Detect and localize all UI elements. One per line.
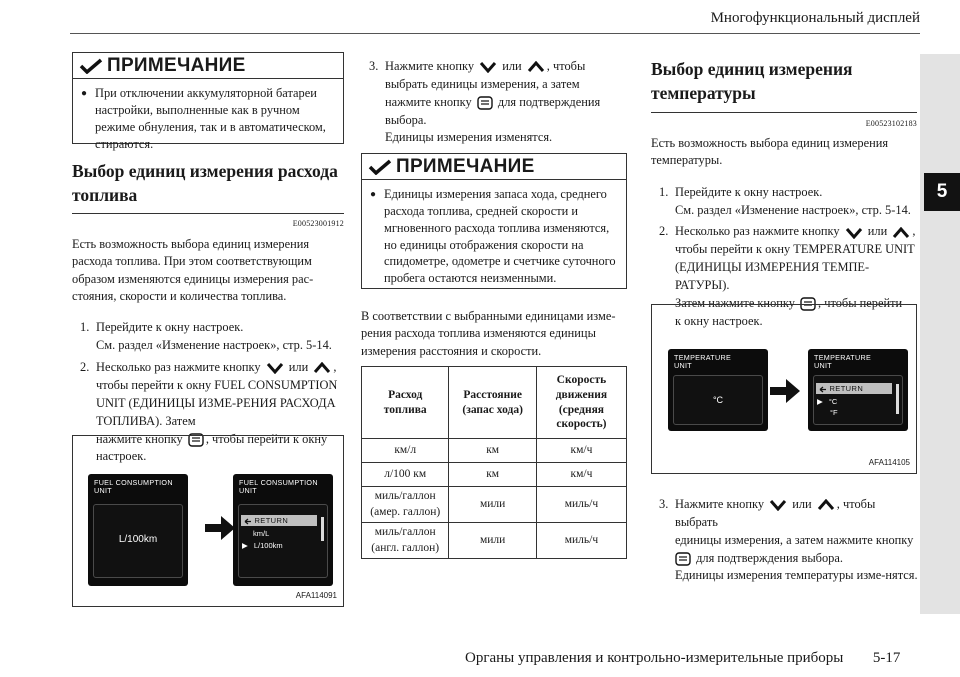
table-header-cell: Скорость движения (средняя скорость) bbox=[536, 367, 626, 439]
return-item[interactable]: RETURN bbox=[241, 515, 317, 526]
section-title: Выбор единиц измерения температуры bbox=[651, 59, 853, 103]
option-km-l[interactable]: km/L bbox=[253, 529, 270, 538]
step-3-fuel: 3. Нажмите кнопку или , чтобы выбрать единицы измерения, а затем нажмите кнопку для подтверждения выбора. Единицы измерения изменятся. bbox=[369, 59, 601, 145]
option-l-100km[interactable]: ▶ L/100km bbox=[242, 541, 283, 550]
display-button-icon bbox=[675, 552, 691, 566]
section-rule bbox=[651, 112, 917, 113]
chapter-tab[interactable]: 5 bbox=[924, 173, 960, 211]
page-header-title: Многофункциональный дисплей bbox=[710, 10, 920, 26]
table-cell: км bbox=[449, 463, 536, 487]
table-row bbox=[362, 463, 627, 487]
table-row bbox=[362, 439, 627, 463]
chevron-up-icon bbox=[527, 61, 545, 73]
chevron-up-icon bbox=[313, 362, 331, 374]
units-paragraph: В соответствии с выбранными единицами изме-рения расхода топлива изменяются единицы измерения расстояния и скорости. bbox=[361, 309, 616, 358]
screen-title: FUEL CONSUMPTION UNIT bbox=[94, 478, 173, 496]
note-box-units bbox=[361, 153, 627, 289]
header-rule bbox=[70, 33, 920, 34]
screen-temp-options bbox=[808, 349, 908, 431]
table-cell: мили bbox=[449, 487, 536, 523]
note-text: Единицы измерения запаса хода, среднего расхода топлива, средней скорости и мгновенного расхода топлива изменяются, но единицы отображения скорости на спидометре, одометре и счетчике суточного пробега остаются неизменными. bbox=[384, 187, 616, 286]
step-1: 1. Перейдите к окну настроек. См. раздел «Изменение настроек», стр. 5-14. bbox=[80, 320, 332, 353]
chevron-down-icon bbox=[479, 61, 497, 73]
table-cell: миль/ч bbox=[536, 487, 626, 523]
screen-temp-current bbox=[668, 349, 768, 431]
screen-fuel-current bbox=[88, 474, 188, 586]
table-cell: км bbox=[449, 439, 536, 463]
table-header-cell: Расход топлива bbox=[362, 367, 449, 439]
step-2: 2. Несколько раз нажмите кнопку или , чтобы перейти к окну TEMPERATURE UNIT (ЕДИНИЦЫ ИЗМЕРЕНИЯ ТЕМПЕ-РАТУРЫ). Затем нажмите кнопку , чтобы перейти к окну настроек. bbox=[659, 224, 916, 328]
return-icon bbox=[819, 386, 827, 393]
figure-code: AFA114105 bbox=[868, 458, 910, 468]
note-header bbox=[362, 154, 626, 180]
chevron-up-icon bbox=[817, 499, 835, 511]
table-cell: км/ч bbox=[536, 463, 626, 487]
footer-section: Органы управления и контрольно-измерительные приборы bbox=[465, 650, 844, 666]
return-icon bbox=[244, 518, 252, 525]
note-heading: ПРИМЕЧАНИЕ bbox=[396, 155, 535, 177]
figure-code: AFA114091 bbox=[295, 591, 337, 601]
section-temperature-units bbox=[651, 58, 917, 331]
scrollbar bbox=[896, 384, 899, 414]
bullet-icon: ● bbox=[370, 189, 377, 200]
section-rule bbox=[72, 213, 344, 214]
table-header-cell: Расстояние (запас хода) bbox=[449, 367, 536, 439]
page-number: 5-17 bbox=[872, 650, 901, 666]
screen-title: FUEL CONSUMPTION UNIT bbox=[239, 478, 318, 496]
table-cell: миль/галлон (амер. галлон) bbox=[362, 487, 449, 523]
table-cell: миль/галлон (англ. галлон) bbox=[362, 523, 449, 559]
section-intro: Есть возможность выбора единиц измерения температуры. bbox=[651, 135, 889, 168]
section-title: Выбор единиц измерения расхода топлива bbox=[72, 161, 338, 205]
table-cell: миль/ч bbox=[536, 523, 626, 559]
screen-value: L/100km bbox=[118, 534, 158, 545]
step-2: 2. Несколько раз нажмите кнопку или , чтобы перейти к окну FUEL CONSUMPTION UNIT (ЕДИНИЦЫ ИЗМЕ-РЕНИЯ РАСХОДА ТОПЛИВА). Затем нажмите кнопку , чтобы перейти к окну настроек. bbox=[80, 360, 338, 464]
table-cell: л/100 км bbox=[362, 463, 449, 487]
check-icon bbox=[79, 58, 103, 74]
chevron-down-icon bbox=[845, 227, 863, 239]
option-fahrenheit[interactable]: °F bbox=[830, 408, 838, 417]
table-cell: мили bbox=[449, 523, 536, 559]
scrollbar bbox=[321, 517, 324, 541]
step-3-temperature: 3. Нажмите кнопку или , чтобы выбрать единицы измерения, а затем нажмите кнопку для подтверждения выбора. Единицы измерения температуры изме-нятся. bbox=[659, 497, 918, 583]
section-intro: Есть возможность выбора единиц измерения расхода топлива. При этом соответствующим образом изменяются единицы измерения рас-стояния, скорости и количества топлива. bbox=[72, 236, 314, 304]
screen-fuel-options bbox=[233, 474, 333, 586]
bullet-icon: ● bbox=[81, 88, 88, 99]
table-cell: км/ч bbox=[536, 439, 626, 463]
table-row bbox=[362, 523, 627, 559]
option-celsius[interactable]: ▶ °C bbox=[817, 397, 838, 406]
screen-title: TEMPERATURE UNIT bbox=[674, 353, 732, 371]
arrow-right-icon bbox=[205, 516, 235, 540]
page-footer bbox=[465, 648, 900, 668]
chevron-down-icon bbox=[769, 499, 787, 511]
display-button-icon bbox=[477, 96, 493, 110]
check-icon bbox=[368, 159, 392, 175]
screen-value: °C bbox=[712, 395, 724, 405]
section-code: E00523001912 bbox=[292, 219, 344, 229]
section-fuel-units bbox=[72, 160, 344, 466]
section-code: E00523102183 bbox=[865, 119, 917, 129]
note-header bbox=[73, 53, 343, 79]
chevron-up-icon bbox=[892, 227, 910, 239]
screen-title: TEMPERATURE UNIT bbox=[814, 353, 872, 371]
chevron-down-icon bbox=[266, 362, 284, 374]
note-text: При отключении аккумуляторной батареи настройки, выполненные как в ручном режиме обнуления, так и в автоматическом, стираются. bbox=[95, 86, 326, 151]
return-item[interactable]: RETURN bbox=[816, 383, 892, 394]
note-box-battery bbox=[72, 52, 344, 151]
figure-fuel-unit bbox=[72, 435, 344, 607]
step-1: 1. Перейдите к окну настроек. См. раздел «Изменение настроек», стр. 5-14. bbox=[659, 184, 911, 217]
arrow-right-icon bbox=[770, 379, 800, 403]
units-table bbox=[361, 366, 627, 559]
note-heading: ПРИМЕЧАНИЕ bbox=[107, 54, 246, 76]
figure-temperature-unit bbox=[651, 304, 917, 474]
chapter-side-strip bbox=[920, 54, 960, 614]
table-cell: км/л bbox=[362, 439, 449, 463]
table-row bbox=[362, 487, 627, 523]
